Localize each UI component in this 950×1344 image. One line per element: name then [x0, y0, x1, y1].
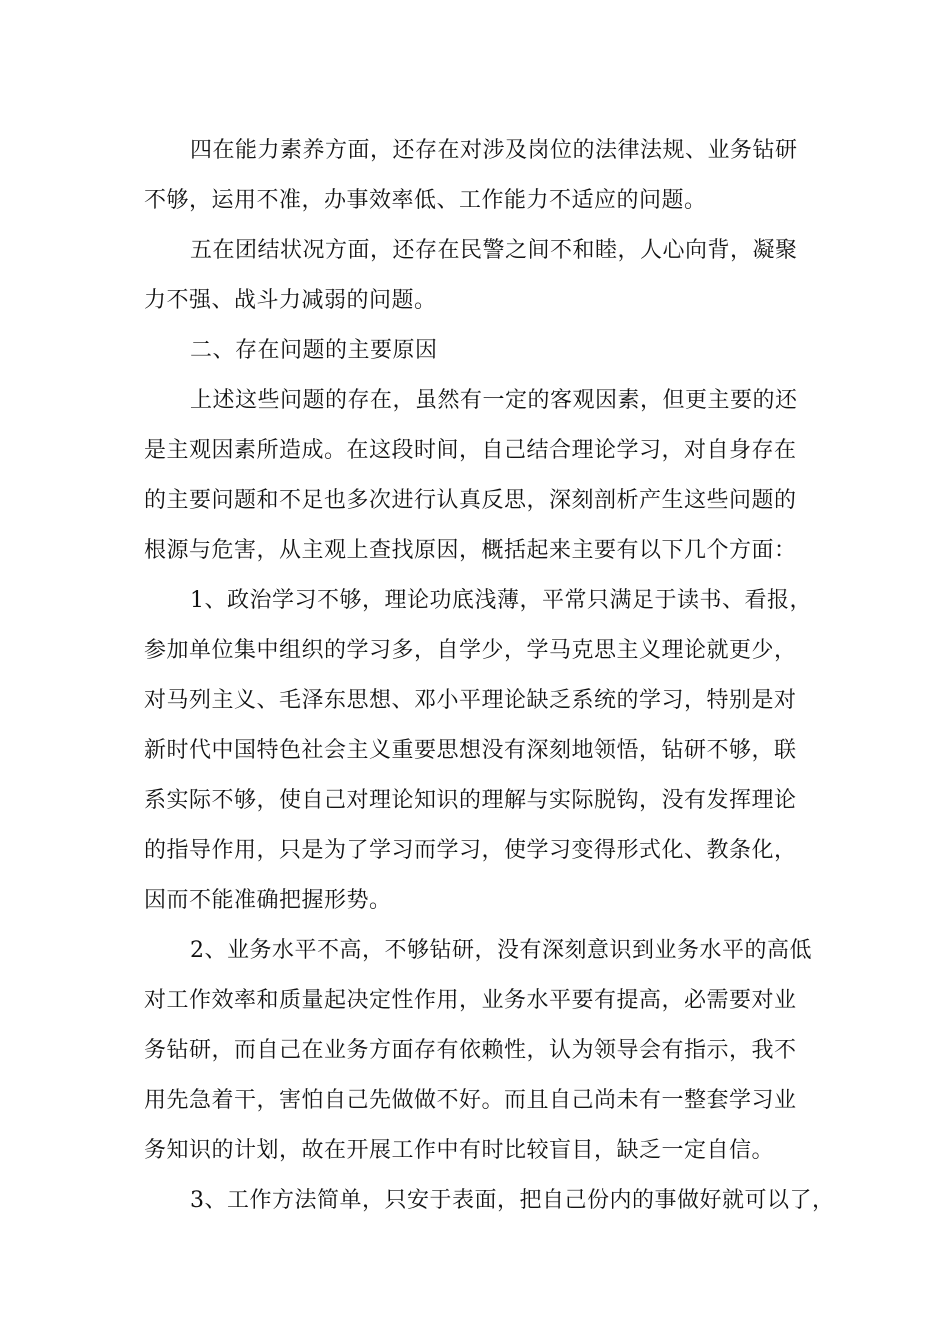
text-line: 务知识的计划，故在开展工作中有时比较盲目，缺乏一定自信。	[144, 1138, 775, 1163]
text-line: 新时代中国特色社会主义重要思想没有深刻地领悟，钻研不够，联	[144, 738, 797, 763]
text-line: 1、政治学习不够，理论功底浅薄，平常只满足于读书、看报，	[190, 588, 812, 613]
text-line: 四在能力素养方面，还存在对涉及岗位的法律法规、业务钻研	[190, 138, 798, 163]
text-line: 对工作效率和质量起决定性作用，业务水平要有提高，必需要对业	[144, 988, 797, 1013]
text-line: 用先急着干，害怕自己先做做不好。而且自己尚未有一整套学习业	[144, 1088, 797, 1113]
text-line: 力不强、战斗力减弱的问题。	[144, 288, 437, 313]
text-line: 根源与危害，从主观上查找原因，概括起来主要有以下几个方面：	[144, 538, 797, 563]
text-line: 参加单位集中组织的学习多，自学少，学马克思主义理论就更少，	[144, 638, 797, 663]
text-line: 的指导作用，只是为了学习而学习，使学习变得形式化、教条化，	[144, 838, 797, 863]
text-line: 不够，运用不准，办事效率低、工作能力不适应的问题。	[144, 188, 707, 213]
text-line: 是主观因素所造成。在这段时间，自己结合理论学习，对自身存在	[144, 438, 797, 463]
text-line: 务钻研，而自己在业务方面存有依赖性，认为领导会有指示，我不	[144, 1038, 797, 1063]
text-line: 2、业务水平不高，不够钻研，没有深刻意识到业务水平的高低	[190, 938, 812, 963]
text-line: 因而不能准确把握形势。	[144, 888, 392, 913]
text-line: 系实际不够，使自己对理论知识的理解与实际脱钩，没有发挥理论	[144, 788, 797, 813]
text-line: 五在团结状况方面，还存在民警之间不和睦，人心向背，凝聚	[190, 238, 798, 263]
text-line: 3、工作方法简单，只安于表面，把自己份内的事做好就可以了，	[190, 1188, 835, 1213]
text-line: 对马列主义、毛泽东思想、邓小平理论缺乏系统的学习，特别是对	[144, 688, 797, 713]
text-line: 上述这些问题的存在，虽然有一定的客观因素，但更主要的还	[190, 388, 798, 413]
text-line: 的主要问题和不足也多次进行认真反思，深刻剖析产生这些问题的	[144, 488, 797, 513]
section-heading-text: 二、存在问题的主要原因	[190, 338, 438, 363]
